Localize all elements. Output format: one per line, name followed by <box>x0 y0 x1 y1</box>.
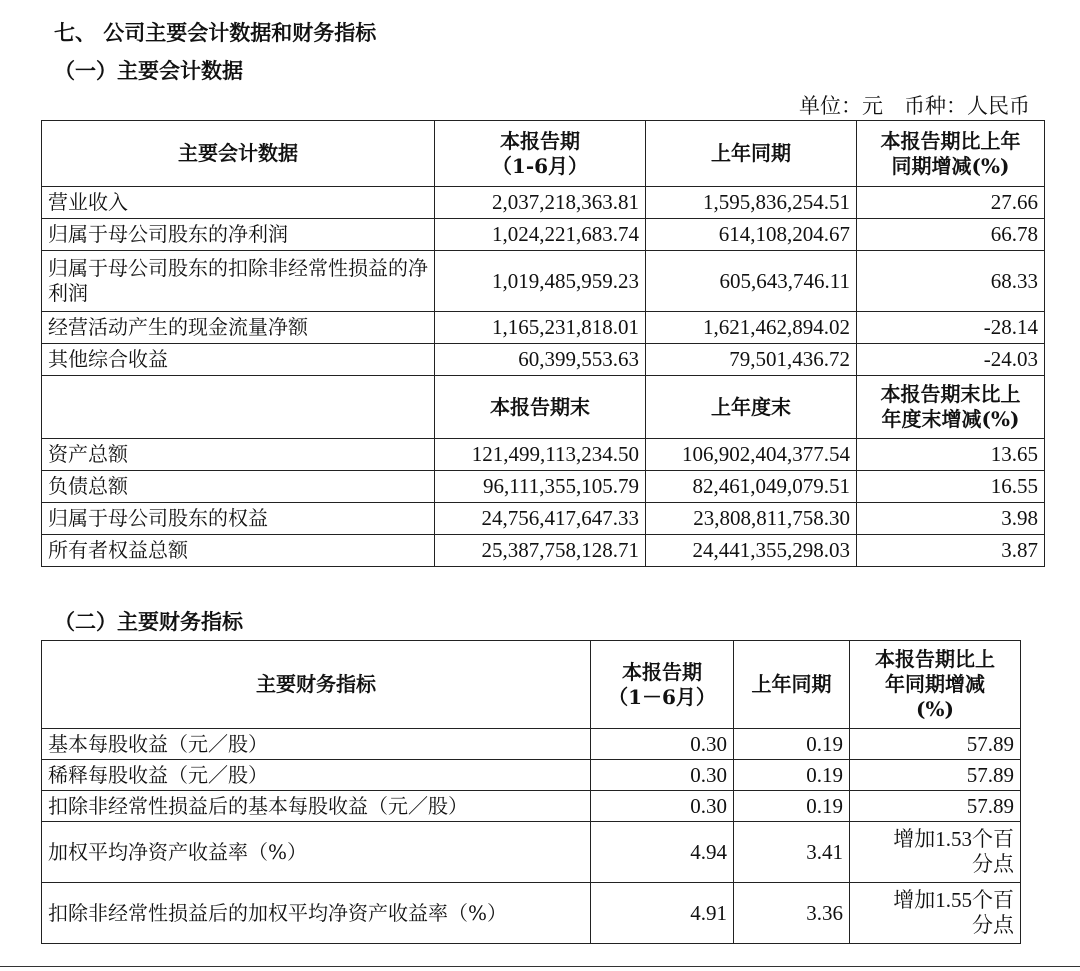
row-label: 加权平均净资产收益率（%） <box>42 822 591 883</box>
header-cell: 本报告期 （1-6月） <box>435 121 646 187</box>
value-cell: 66.78 <box>857 219 1045 251</box>
row-label: 稀释每股收益（元／股） <box>42 760 591 791</box>
value-cell: 4.91 <box>591 883 734 944</box>
header-cell: 主要会计数据 <box>42 121 435 187</box>
value-cell: 614,108,204.67 <box>646 219 857 251</box>
value-cell: 增加1.53个百 分点 <box>850 822 1021 883</box>
table-row <box>42 883 1021 944</box>
row-label: 其他综合收益 <box>42 344 435 376</box>
value-cell: 0.19 <box>734 729 850 760</box>
table-row <box>42 344 1045 376</box>
row-label: 归属于母公司股东的扣除非经常性损益的净利润 <box>42 251 435 312</box>
value-cell: 3.36 <box>734 883 850 944</box>
value-cell: 0.30 <box>591 791 734 822</box>
value-cell: 4.94 <box>591 822 734 883</box>
value-cell: 57.89 <box>850 729 1021 760</box>
header-cell: 本报告期比上年 同期增减(%) <box>857 121 1045 187</box>
value-cell: 16.55 <box>857 471 1045 503</box>
value-cell: 1,165,231,818.01 <box>435 312 646 344</box>
value-cell: 3.41 <box>734 822 850 883</box>
value-cell: 0.19 <box>734 791 850 822</box>
accounting-data-table <box>41 120 1045 567</box>
header-cell: 本报告期 （1－6月） <box>591 641 734 729</box>
table-row <box>42 822 1021 883</box>
table-row <box>42 503 1045 535</box>
row-label: 经营活动产生的现金流量净额 <box>42 312 435 344</box>
table-row <box>42 312 1045 344</box>
header-cell: 上年同期 <box>734 641 850 729</box>
financial-indicators-table <box>41 640 1021 944</box>
value-cell: 106,902,404,377.54 <box>646 439 857 471</box>
value-cell: 96,111,355,105.79 <box>435 471 646 503</box>
header-row <box>42 121 1045 187</box>
value-cell: -24.03 <box>857 344 1045 376</box>
value-cell: 0.30 <box>591 729 734 760</box>
header-row-balance <box>42 376 1045 439</box>
part2-title: （二）主要财务指标 <box>54 609 243 634</box>
value-cell: 增加1.55个百 分点 <box>850 883 1021 944</box>
value-cell: 1,621,462,894.02 <box>646 312 857 344</box>
table-row <box>42 219 1045 251</box>
value-cell: 2,037,218,363.81 <box>435 187 646 219</box>
value-cell: 1,024,221,683.74 <box>435 219 646 251</box>
header-row <box>42 641 1021 729</box>
value-cell: 24,756,417,647.33 <box>435 503 646 535</box>
row-label: 资产总额 <box>42 439 435 471</box>
value-cell: 60,399,553.63 <box>435 344 646 376</box>
row-label: 归属于母公司股东的净利润 <box>42 219 435 251</box>
row-label: 基本每股收益（元／股） <box>42 729 591 760</box>
row-label: 扣除非经常性损益后的加权平均净资产收益率（%） <box>42 883 591 944</box>
header-cell: 主要财务指标 <box>42 641 591 729</box>
header-cell <box>42 376 435 439</box>
value-cell: 13.65 <box>857 439 1045 471</box>
bottom-rule <box>0 966 1080 967</box>
unit-currency-note: 单位：元 币种：人民币 <box>799 94 1030 118</box>
section-title: 七、 公司主要会计数据和财务指标 <box>54 20 377 45</box>
table-row <box>42 760 1021 791</box>
table-row <box>42 729 1021 760</box>
value-cell: 79,501,436.72 <box>646 344 857 376</box>
value-cell: 24,441,355,298.03 <box>646 535 857 567</box>
header-cell: 上年度末 <box>646 376 857 439</box>
value-cell: 25,387,758,128.71 <box>435 535 646 567</box>
value-cell: 82,461,049,079.51 <box>646 471 857 503</box>
value-cell: 121,499,113,234.50 <box>435 439 646 471</box>
row-label: 负债总额 <box>42 471 435 503</box>
header-cell: 本报告期末比上 年度末增减(%) <box>857 376 1045 439</box>
value-cell: 3.87 <box>857 535 1045 567</box>
row-label: 扣除非经常性损益后的基本每股收益（元／股） <box>42 791 591 822</box>
table-row <box>42 251 1045 312</box>
value-cell: 23,808,811,758.30 <box>646 503 857 535</box>
value-cell: 0.19 <box>734 760 850 791</box>
row-label: 营业收入 <box>42 187 435 219</box>
value-cell: 0.30 <box>591 760 734 791</box>
value-cell: -28.14 <box>857 312 1045 344</box>
value-cell: 605,643,746.11 <box>646 251 857 312</box>
value-cell: 57.89 <box>850 760 1021 791</box>
table-row <box>42 187 1045 219</box>
header-cell: 本报告期末 <box>435 376 646 439</box>
value-cell: 3.98 <box>857 503 1045 535</box>
header-cell: 本报告期比上 年同期增减 (%) <box>850 641 1021 729</box>
header-cell: 上年同期 <box>646 121 857 187</box>
table-row <box>42 439 1045 471</box>
table-row <box>42 471 1045 503</box>
value-cell: 1,019,485,959.23 <box>435 251 646 312</box>
value-cell: 27.66 <box>857 187 1045 219</box>
value-cell: 1,595,836,254.51 <box>646 187 857 219</box>
value-cell: 68.33 <box>857 251 1045 312</box>
row-label: 所有者权益总额 <box>42 535 435 567</box>
table-row <box>42 535 1045 567</box>
row-label: 归属于母公司股东的权益 <box>42 503 435 535</box>
value-cell: 57.89 <box>850 791 1021 822</box>
part1-title: （一）主要会计数据 <box>54 58 243 83</box>
table-row <box>42 791 1021 822</box>
